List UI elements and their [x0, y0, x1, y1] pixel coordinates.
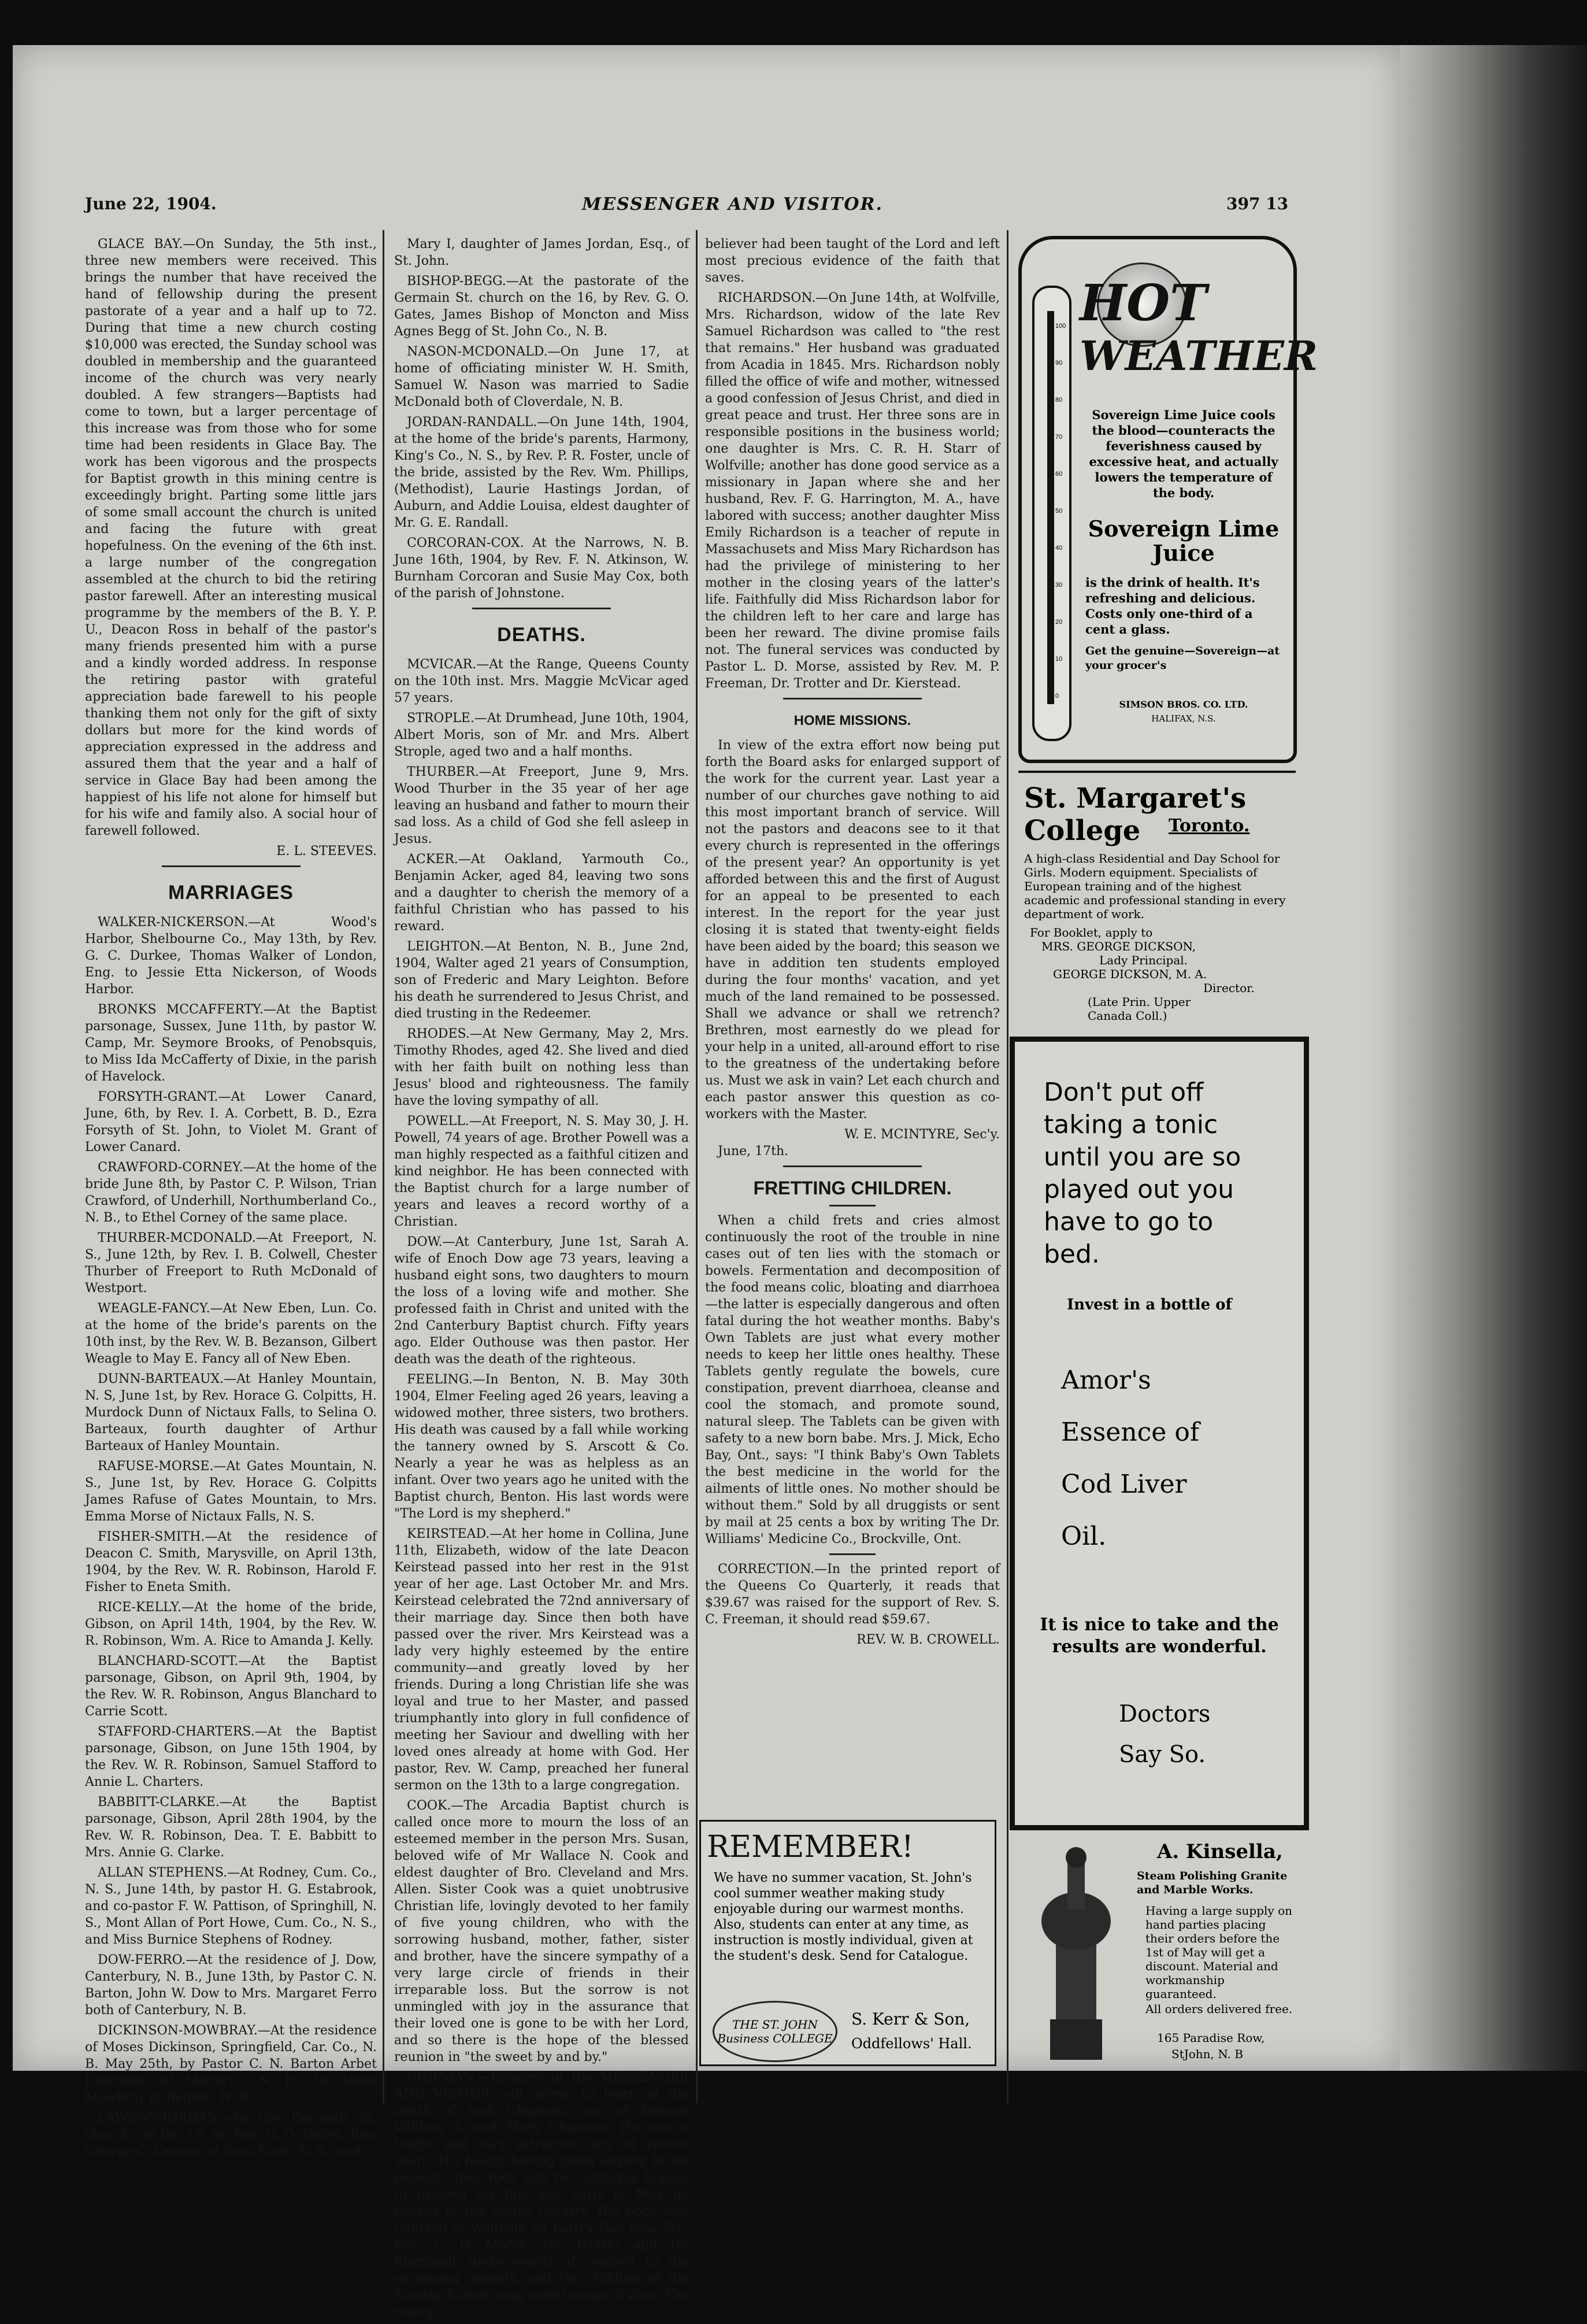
marriage-notice: NASON-MCDONALD.—On June 17, at home of officiating minister W. H. Smith, Samuel W. Nason was married to Sadie McDonald both of Cloverdale, N. B. [394, 345, 689, 409]
lime-juice-health: is the drink of health. It's refreshing and delicious. Costs only one-third of a cent a glass. [1085, 575, 1260, 636]
tonic-headline: Don't put off taking a tonic until you are so played out you have to go to bed. [1044, 1078, 1241, 1269]
home-missions-signature: W. E. MCINTYRE, Sec'y. [844, 1127, 1000, 1142]
fretting-children-text: When a child frets and cries almost continuously the root of the trouble in nine cases out of ten lies with the stomach or bowels. Fermentation and decomposition of the food means colic, bloating and diarrhoea—the latter is especially dangerous and often fatal during the hot weather months. Baby's Own Tablets are just what every mother needs to keep her little ones healthy. These Tablets gently regulate the bowels, cure constipation, prevent diarrhoea, cleanse and cool the stomach, and promote sound, natural sleep. The Tablets can be given with safety to a new born babe. Mrs. J. Mick, Echo Bay, Ont., says: "I think Baby's Own Tablets the best medicine in the world for the ailments of little ones. No mother should be without them." Sold by all druggists or sent by mail at 25 cents a box by writing The Dr. Williams' Medicine Co., Brockville, Ont. [705, 1213, 1000, 1546]
lime-juice-ad [1018, 236, 1318, 763]
thermometer-tick-label: 100 [1055, 323, 1066, 330]
marriage-notice: DOW-FERRO.—At the residence of J. Dow, Canterbury, N. B., June 13th, by Pastor C. N. Barton, John W. Dow to Mrs. Margaret Ferro both of Canterbury, N. B. [85, 1953, 377, 2018]
marriage-notice: ALLAN STEPHENS.—At Rodney, Cum. Co., N. S., June 14th, by pastor H. G. Estabrook, and co-pastor F. W. Pattison, of Springhill, N. S., Mont Allan of Port Howe, Cum. Co., N. S., and Miss Burnice Stephens of Rodney. [85, 1866, 377, 1947]
marriage-notice: BABBITT-CLARKE.—At the Baptist parsonage, Gibson, April 28th 1904, by the Rev. W. R. Robinson, Dea. T. E. Babbitt to Mrs. Annie G. Clarke. [85, 1795, 377, 1860]
marriage-notice: FORSYTH-GRANT.—At Lower Canard, June, 6th, by Rev. I. A. Corbett, B. D., Ezra Forsyth of St. John, to Violet M. Grant of Lower Canard. [85, 1090, 377, 1154]
st-margarets-director: Director. [1203, 981, 1255, 995]
correction-signature: REV. W. B. CROWELL. [856, 1633, 1000, 1647]
marriages-list [85, 914, 377, 2160]
marriage-notice: THURBER-MCDONALD.—At Freeport, N. S., June 12th, by Rev. I. B. Colwell, Chester Thurber of Freeport to Ruth McDonald of Westport. [85, 1231, 377, 1296]
st-margarets-title: St. Margaret's College [1024, 782, 1247, 847]
deaths-heading: DEATHS. [497, 624, 586, 646]
death-notice: LEIGHTON.—At Benton, N. B., June 2nd, 1904, Walter aged 21 years of Consumption, son of Frederic and Mary Leighton. Before his death he surrendered to Jesus Christ, and died trusting in the Redeemer. [394, 939, 689, 1021]
amor-line-1: Amor's [1061, 1365, 1151, 1395]
masthead: MESSENGER AND VISITOR. [582, 194, 883, 214]
glace-bay-article: GLACE BAY.—On Sunday, the 5th inst., three new members were received. This brings the number that have received the hand of fellowship during the present pastorate of a year and a half up to 72. During that time a new church costing $10,000 was erected, the Sunday school was doubled in membership and the guaranteed income of the church was very nearly doubled. A few strangers—Baptists had come to town, but a larger percentage of this increase was from those who for some time had been residents in Glace Bay. The work has been vigorous and the prospects for Baptist growth in this mining centre is exceedingly bright. Parting some little jars of some small account the church is united and facing the future with great hopefulness. On the evening of the 6th inst. a large number of the congregation assembled at the church to bid the retiring pastor farewell. After an interesting musical programme by the members of the B. Y. P. U., Deacon Ross in behalf of the pastor's many friends presented him with a purse and a kindly worded address. In response the retiring pastor with grateful appreciation bade farewell to his people thanking them not only for the gift of sixty dollars but more for the kind words of appreciation expressed in the address and assured them that the year and a half of service in Glace Bay had been among the happiest of his life not alone for himself but for his wife and family also. A social hour of farewell followed. [85, 237, 377, 838]
binding-edge [1400, 45, 1587, 2071]
weather-title: WEATHER [1080, 332, 1318, 380]
marriage-notice: CRAWFORD-CORNEY.—At the home of the bride June 8th, by Pastor C. P. Wilson, Trian Crawford, of Underhill, Northumberland Co., N. B., to Ethel Corney of the same place. [85, 1160, 377, 1225]
fretting-children-heading: FRETTING CHILDREN. [753, 1178, 952, 1198]
st-margarets-lady: Lady Principal. [1099, 953, 1188, 967]
business-college-logo: THE ST. JOHN Business COLLEGE [713, 2001, 837, 2062]
st-margarets-ad [1018, 771, 1296, 1027]
st-margarets-booklet: For Booklet, apply to [1030, 926, 1153, 939]
thermometer-mercury [1047, 311, 1054, 704]
st-margarets-mrs: MRS. GEORGE DICKSON, [1041, 939, 1196, 953]
chipman-continued: believer had been taught of the Lord and left most precious evidence of the faith that saves. [705, 237, 1000, 285]
glace-bay-signature: E. L. STEEVES. [276, 844, 377, 858]
amor-line-3: Cod Liver [1061, 1470, 1187, 1499]
column-rule [696, 230, 698, 2103]
column-3 [705, 236, 1000, 1648]
death-notice: FEELING.—In Benton, N. B. May 30th 1904, Elmer Feeling aged 26 years, leaving a widowed mother, three sisters, two brothers. His death was caused by a fall while working the tannery owned by S. Arscott & Co. Nearly a year he was as helpless as an infant. Over two years ago he united with the Baptist church, Benton. His last words were "The Lord is my shepherd." [394, 1372, 689, 1521]
home-missions-heading: HOME MISSIONS. [794, 713, 911, 728]
divider [783, 1165, 922, 1167]
death-notice: DOW.—At Canterbury, June 1st, Sarah A. wife of Enoch Dow age 73 years, leaving a husband eight sons, two daughters to mourn the loss of a loving wife and mother. She professed faith in Christ and united with the 2nd Canterbury Baptist church. Fifty years ago. Elder Outhouse was then pastor. Her death was the death of the righteous. [394, 1235, 689, 1367]
death-notice: KEIRSTEAD.—At her home in Collina, June 11th, Elizabeth, widow of the late Deacon Keirstead passed into her rest in the 91st year of her age. Last October Mr. and Mrs. Keirstead celebrated the 72nd anniversary of their marriage day. Since then both have passed over the river. Mrs Keirstead was a lady very highly esteemed by the entire community—and greatly loved by her friends. During a long Christian life she was loyal and true to her Master, and passed triumphantly into glory in full confidence of meeting her Saviour and dwelling with her loved ones already at home with God. Her pastor, Rev. W. Camp, preached her funeral sermon on the 13th to a large congregation. [394, 1527, 689, 1793]
lime-juice-maker: SIMSON BROS. CO. LTD. [1119, 699, 1248, 710]
column-2 [394, 236, 689, 2324]
business-college-ad [699, 1820, 996, 2066]
newspaper-page [13, 45, 1400, 2319]
hot-title: HOT [1080, 274, 1207, 332]
amor-line-4: Oil. [1061, 1522, 1107, 1551]
amor-line-2: Essence of [1061, 1418, 1200, 1447]
marriage-notice: BLANCHARD-SCOTT.—At the Baptist parsonage, Gibson, on April 9th, 1904, by the Rev. W. R. Robinson, Angus Blanchard to Carrie Scott. [85, 1654, 377, 1719]
death-notice: THURBER.—At Freeport, June 9, Mrs. Wood Thurber in the 35 year of her age leaving an husband and father to mourn their sad loss. As a child of God she fell asleep in Jesus. [394, 765, 689, 846]
marriage-notice: Mary I, daughter of James Jordan, Esq., of St. John. [394, 237, 689, 268]
thermometer-tick-label: 10 [1055, 656, 1063, 663]
divider [829, 1553, 876, 1555]
tonic-invest: Invest in a bottle of [1067, 1296, 1232, 1313]
marriage-notice: JORDAN-RANDALL.—On June 14th, 1904, at the home of the bride's parents, Harmony, King's Co., N. S., by Rev. P. R. Foster, uncle of the bride, assisted by the Rev. Wm. Phillips, (Methodist), Laurie Hastings Jordan, of Auburn, and Addie Louisa, eldest daughter of Mr. G. E. Randall. [394, 415, 689, 530]
remember-heading: REMEMBER! [707, 1830, 914, 1864]
marriages-continued [394, 236, 689, 602]
marriage-notice: WALKER-NICKERSON.—At Wood's Harbor, Shelbourne Co., May 13th, by Rev. G. C. Durkee, Thomas Walker of London, Eng. to Jessie Etta Nickerson, of Woods Harbor. [85, 915, 377, 997]
marriage-notice: CORCORAN-COX. At the Narrows, N. B. June 16th, 1904, by Rev. F. N. Atkinson, W. Burnham Corcoran and Susie May Cox, both of the parish of Johnstone. [394, 536, 689, 601]
st-margarets-late: (Late Prin. Upper Canada Coll.) [1088, 995, 1191, 1023]
marriage-notice: FISHER-SMITH.—At the residence of Deacon C. Smith, Marysville, on April 13th, 1904, by the Rev. W. R. Robinson, Harold F. Fisher to Eneta Smith. [85, 1530, 377, 1594]
kinsella-body: Having a large supply on hand parties placing their orders before the 1st of May will get a discount. Material and workmanship guaranteed. [1145, 1904, 1292, 2001]
thermometer-tick-label: 60 [1055, 471, 1063, 478]
marriage-notice: DICKINSON-MOWBRAY.—At the residence of Moses Dickinson, Springfield, Car. Co., N. B. May 25th, by Pastor C. N. Barton Arbet Dickinson of Meductic N. B., to Annie Mowbray of Benton, N. B. [85, 2023, 377, 2105]
kinsella-orders: All orders delivered free. [1145, 2002, 1293, 2016]
death-notice: COOK.—The Arcadia Baptist church is called once more to mourn the loss of an esteemed member in the person Mrs. Susan, beloved wife of Mr Wallace N. Cook and eldest daughter of Bro. Cleveland and Mrs. Allen. Sister Cook was a quiet unobtrusive Christian life, lovingly devoted to her family of five young children, who with the sorrowing husband, mother, father, sister and brother, have the sincere sympathy of a very large circle of friends in their irreparable loss. But the sorrow is not unmingled with joy in the assurance that their loved one is gone to be with her Lord, and so there is the hope of the blessed reunion in "the sweet by and by." [394, 1798, 689, 2064]
death-notice: STROPLE.—At Drumhead, June 10th, 1904, Albert Moris, son of Mr. and Mrs. Albert Strople, aged two and a half months. [394, 711, 689, 759]
home-missions-date: June, 17th. [718, 1144, 789, 1159]
thermometer-tick-label: 30 [1055, 582, 1063, 589]
kinsella-address-2: StJohn, N. B [1171, 2047, 1243, 2061]
lime-juice-body: Sovereign Lime Juice cools the blood—counteracts the feverishness caused by excessive heat, and actually lowers the temperature of the body. [1089, 408, 1278, 500]
kerr-hall: Oddfellows' Hall. [851, 2036, 972, 2052]
thermometer-icon [1032, 286, 1071, 741]
kerr-name: S. Kerr & Son, [851, 2010, 970, 2029]
column-rule [1007, 230, 1008, 2103]
marriage-notice: WEAGLE-FANCY.—At New Eben, Lun. Co. at the home of the bride's parents on the 10th inst, by the Rev. W. B. Bezanson, Gilbert Weagle to May E. Fancy all of New Eben. [85, 1301, 377, 1366]
st-margarets-city: Toronto. [1169, 816, 1250, 836]
column-rule [383, 230, 384, 2103]
marriages-heading: MARRIAGES [168, 882, 294, 904]
st-margarets-body: A high-class Residential and Day School for Girls. Modern equipment. Specialists of European training and of the highest academic and professional standing in every department of work. [1024, 852, 1286, 921]
marriage-notice: DUNN-BARTEAUX.—At Hanley Mountain, N. S, June 1st, by Rev. Horace G. Colpitts, H. Murdock Dunn of Nictaux Falls, to Selina O. Barteaux, fourth daughter of Arthur Barteaux of Hanley Mountain. [85, 1372, 377, 1453]
marriage-notice: BISHOP-BEGG.—At the pastorate of the Germain St. church on the 16, by Rev. G. O. Gates, James Bishop of Moncton and Miss Agnes Begg of St. John Co., N. B. [394, 274, 689, 339]
thermometer-tick-label: 90 [1055, 360, 1063, 367]
column-1 [85, 236, 377, 2163]
thermometer-tick-label: 70 [1055, 434, 1063, 441]
kinsella-name: A. Kinsella, [1157, 1840, 1283, 1863]
st-margarets-george: GEORGE DICKSON, M. A. [1053, 967, 1207, 981]
lime-juice-genuine: Get the genuine—Sovereign—at your grocer's [1085, 645, 1280, 672]
death-notice: RHODES.—At New Germany, May 2, Mrs. Timothy Rhodes, aged 42. She lived and died with her faith built on nothing less than Jesus' blood and righteousness. The family have the loving sympathy of all. [394, 1027, 689, 1108]
divider [162, 865, 301, 867]
thermometer-tick-label: 40 [1055, 545, 1063, 552]
marriage-notice: STAFFORD-CHARTERS.—At the Baptist parsonage, Gibson, on June 15th 1904, by the Rev. W. R. Robinson, Samuel Stafford to Annie L. Charters. [85, 1725, 377, 1789]
say-so-line: Say So. [1119, 1741, 1206, 1768]
tonic-nice: It is nice to take and the results are wonderful. [1040, 1615, 1279, 1657]
divider [783, 698, 922, 700]
thermometer-tick-label: 50 [1055, 508, 1063, 515]
marriage-notice: LAWSON-JORDAN.—In the Germain St. church, on the 15, by Rev. G. O. Gates, Rev. George C. Lawson of Bass River, N. S., and [85, 2111, 377, 2159]
home-missions-text: In view of the extra effort now being put forth the Board asks for enlarged support of the work for the current year. Last year a number of our churches gave nothing to aid this most important branch of service. Will not the pastors and deacons see to it that every church is represented in the offerings of the present year? An opportunity is yet afforded between this and the first of August for an appeal to be presented to each interest. In the report for the year just closing it is stated that twenty-eight fields have been aided by the board; this season we have in addition ten students employed during the four months' vacation, and yet much of the land remained to be possessed. Shall we advance or shall we retrench? Brethren, most earnestly do we plead for your help in a united, all-around effort to rise to the greatness of the undertaking before us. Must we ask in vain? Let each church and each pastor answer this question as co-workers with the Master. [705, 738, 1000, 1122]
divider [472, 608, 611, 609]
death-notice: MCVICAR.—At the Range, Queens County on the 10th inst. Mrs. Maggie McVicar aged 57 years. [394, 657, 689, 705]
death-notice: ACKER.—At Oakland, Yarmouth Co., Benjamin Acker, aged 84, leaving two sons and a daughter to cherish the memory of a faithful Christian who has passed to his reward. [394, 852, 689, 934]
death-notice: POWELL.—At Freeport, N. S. May 30, J. H. Powell, 74 years of age. Brother Powell was a man highly respected as a faithful citizen and kind neighbor. He has been connected with the Baptist church for a large number of years and leaves a record worthy of a Christian. [394, 1114, 689, 1229]
marriage-notice: RAFUSE-MORSE.—At Gates Mountain, N. S., June 1st, by Rev. Horace G. Colpitts James Rafuse of Gates Mountain, to Mrs. Emma Morse of Nictaux Falls, N. S. [85, 1459, 377, 1524]
kinsella-ad [1015, 1829, 1299, 2066]
marriage-notice: BRONKS MCCAFFERTY.—At the Baptist parsonage, Sussex, June 11th, by pastor W. Camp, Mr. Seymore Brooks, of Penobsquis, to Miss Ida McCafferty of Dixie, in the parish of Havelock. [85, 1002, 377, 1084]
thermometer-tick-label: 0 [1055, 693, 1059, 700]
death-notice: CHIPMAN.—Readers of the MESSENGER AND VISITOR will grieve to learn of the death of Jack Chipman, son of Deacon William A. and Mary Chipman. He was a bright and very attractive boy of twelve years. His health having given anxiety to his parents, they took him to California hoping to prolong his life. But early in May he passed in the better country. His body was interred in Wolfville on Lord's Day June 5th. Rev. L. D. Morse, Dr. Trotter and Dr. Kierstead spoke words of comfort to the sorrowing parents, and the children of the Sunday School sang sweet songs of Zion. The young [394, 2070, 689, 2319]
cod-liver-oil-ad [1010, 1037, 1309, 1830]
remember-text: We have no summer vacation, St. John's cool summer weather making study enjoyable during our warmest months. Also, students can enter at any time, as instruction is mostly individual, given at the student's desk. Send for Catalogue. [714, 1871, 973, 1963]
correction-notice: CORRECTION.—In the printed report of the Queens Co Quarterly, it reads that $39.67 was raised for the support of Rev. S. C. Freeman, it should read $59.67. [705, 1562, 1000, 1627]
kinsella-address-1: 165 Paradise Row, [1157, 2031, 1265, 2045]
thermometer-tick-label: 20 [1055, 619, 1063, 626]
deaths-list [394, 656, 689, 2321]
issue-date: June 22, 1904. [85, 194, 217, 213]
doctors-line: Doctors [1119, 1701, 1211, 1727]
thermometer-tick-label: 80 [1055, 397, 1063, 404]
monument-urn-icon [1015, 1829, 1131, 2066]
lime-juice-brand: Sovereign Lime Juice [1088, 516, 1280, 566]
richardson-obituary: RICHARDSON.—On June 14th, at Wolfville, Mrs. Richardson, widow of the late Rev Samuel Richardson was called to "the rest that remains." Her husband was graduated from Acadia in 1845. Mrs. Richardson nobly filled the office of wife and mother, witnessed a good confession of Jesus Christ, and died in great peace and trust. Her three sons are in responsible positions in the business world; one daughter is Mrs. C. R. H. Starr of Wolfville; another has done good service as a missionary in Japan where she and her husband, Rev. F. G. Harrington, M. A., have labored with success; another daughter Miss Emily Richardson is a teacher of repute in Massachusets and Miss Mary Richardson has had the privilege of ministering to her mother in the closing years of the latter's life. Faithfully did Miss Richardson labor for the children left to her care and large has been her reward. The divine promise fails not. The funeral services was conducted by Pastor L. D. Morse, assisted by Rev. M. P. Freeman, Dr. Trotter and Dr. Kierstead. [705, 291, 1000, 691]
page-number: 397 13 [1226, 194, 1289, 213]
divider [829, 1205, 876, 1207]
marriage-notice: RICE-KELLY.—At the home of the bride, Gibson, on April 14th, 1904, by the Rev. W. R. Robinson, Wm. A. Rice to Amanda J. Kelly. [85, 1600, 377, 1648]
lime-juice-city: HALIFAX, N.S. [1151, 713, 1216, 724]
kinsella-trade: Steam Polishing Granite and Marble Works. [1137, 1870, 1288, 1896]
